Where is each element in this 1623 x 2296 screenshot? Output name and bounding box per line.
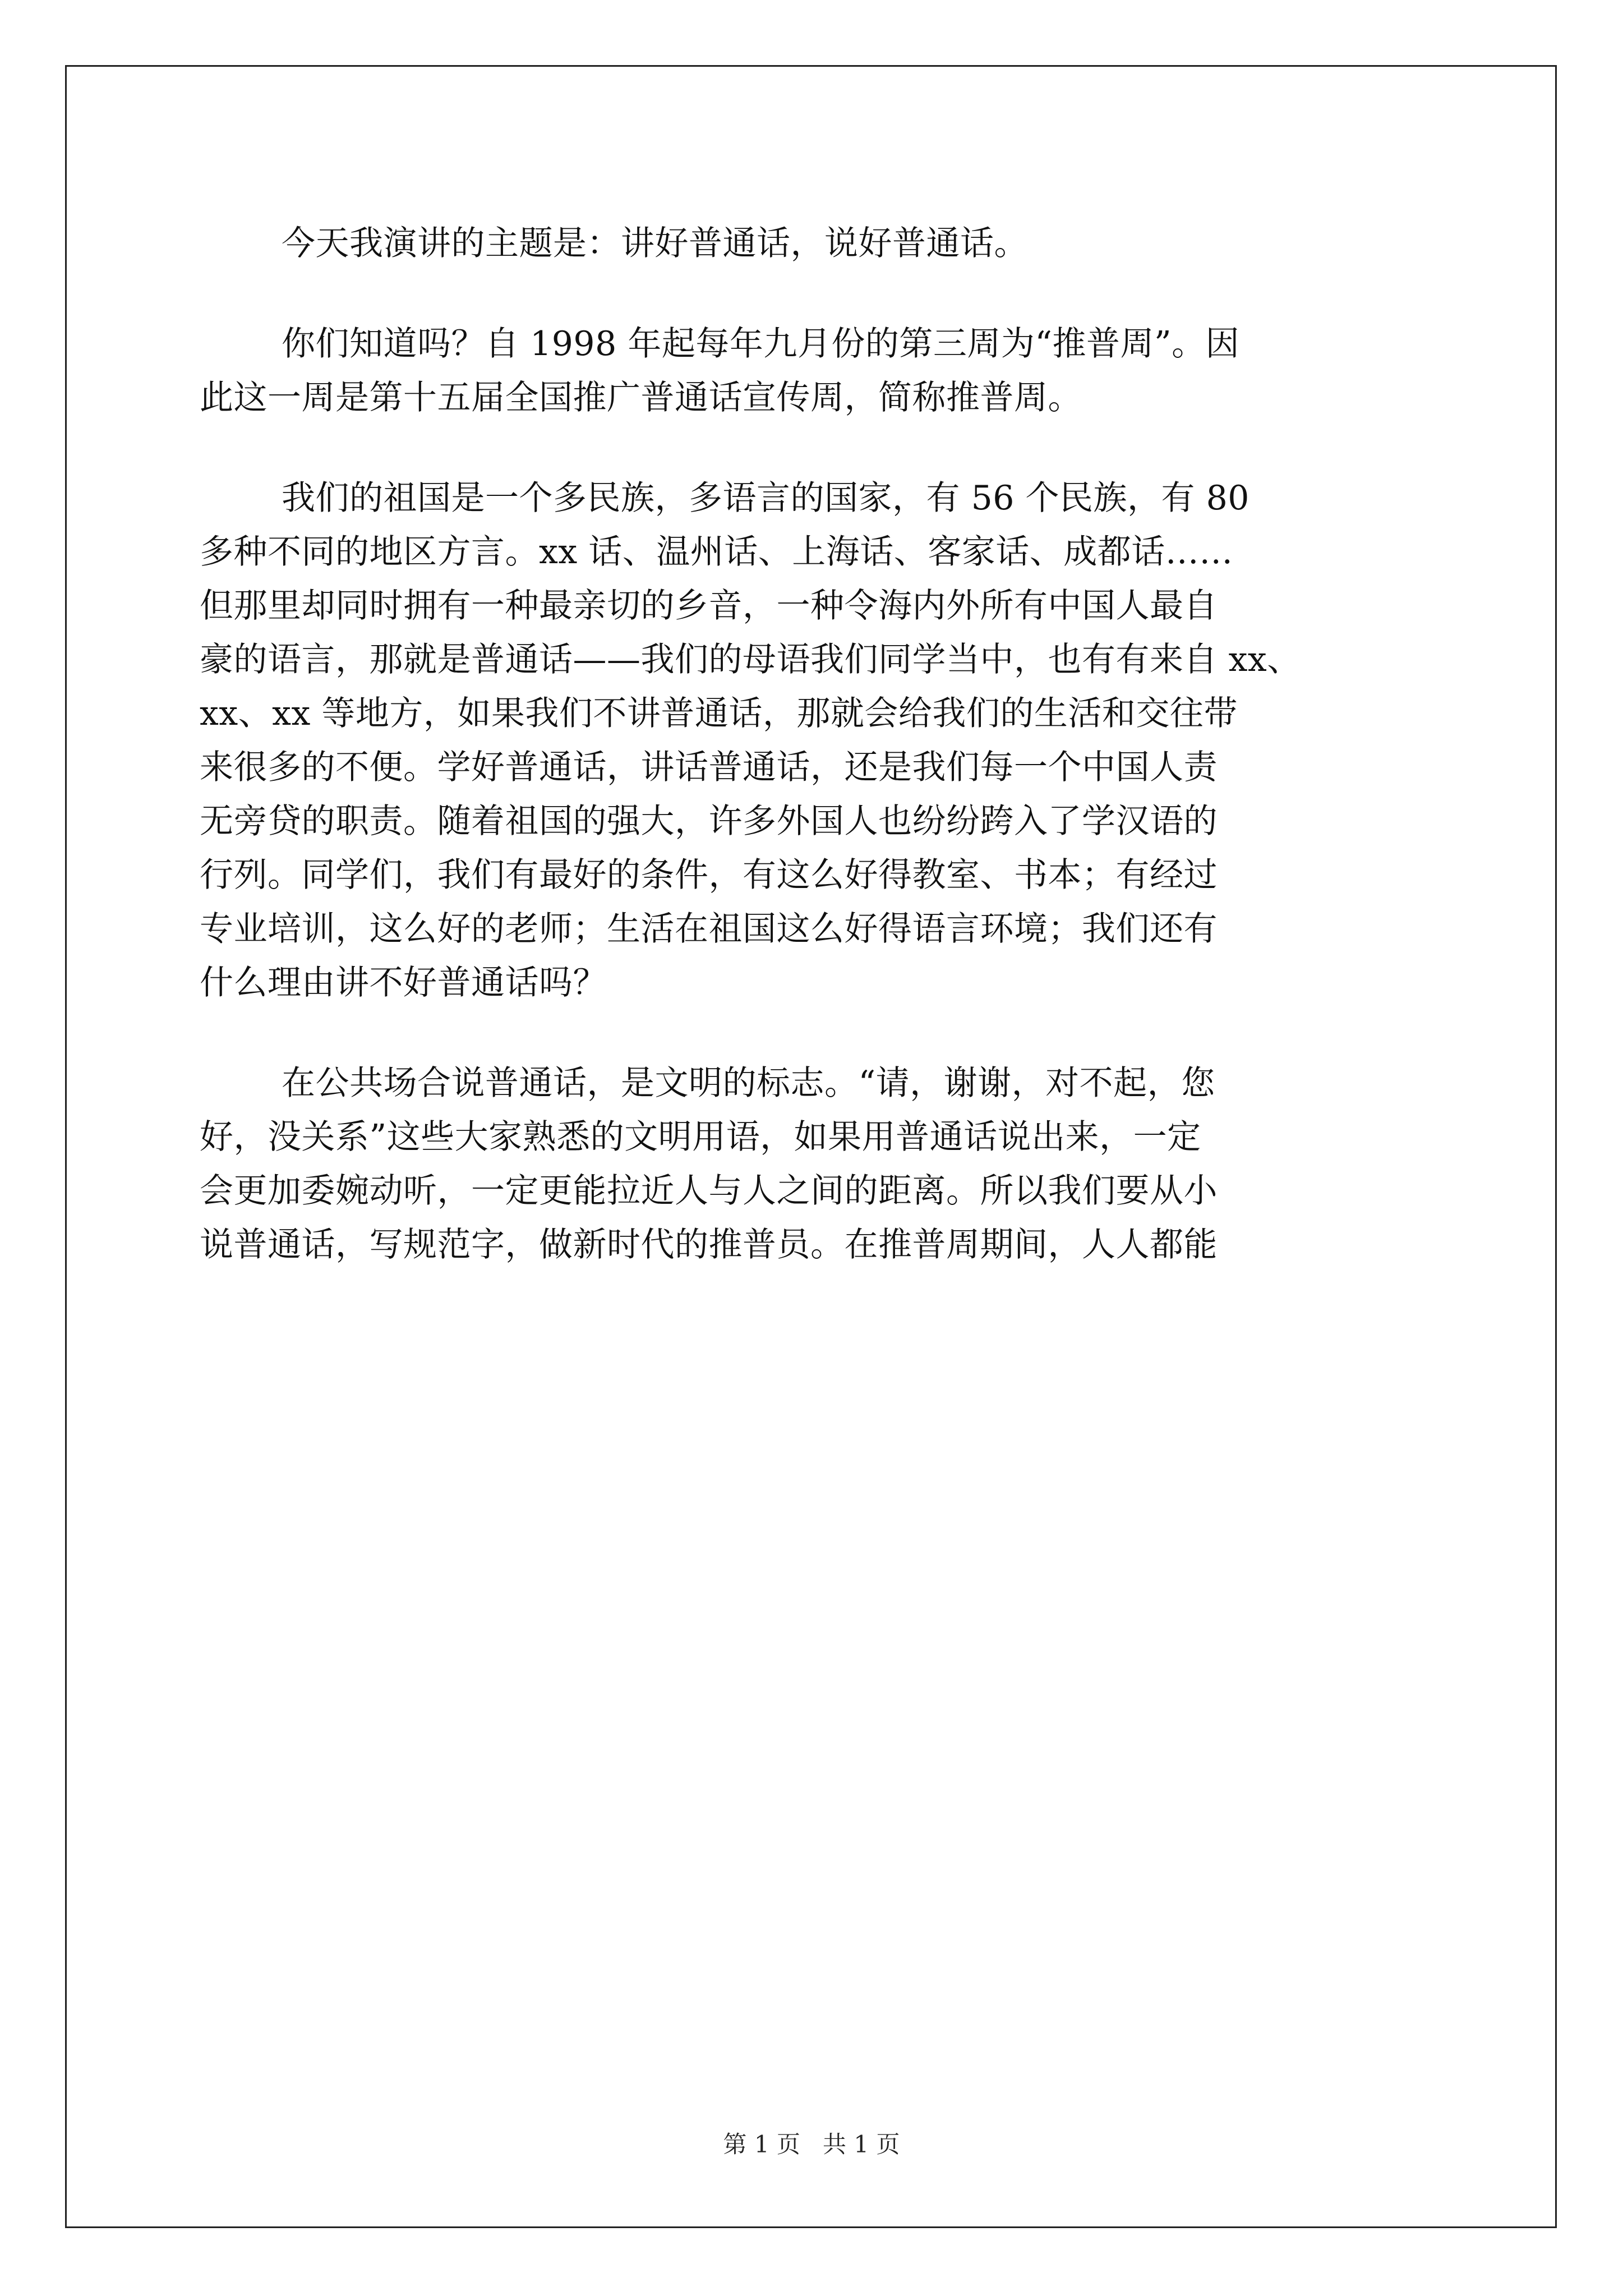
text-line: xx、xx 等地方，如果我们不讲普通话，那就会给我们的生活和交往带: [200, 694, 1238, 733]
text-line: 今天我演讲的主题是：讲好普通话，说好普通话。: [282, 224, 1028, 263]
paragraph: [200, 471, 1426, 1010]
paragraph-gap: [200, 425, 1426, 471]
text-line: 我们的祖国是一个多民族，多语言的国家，有 56 个民族，有 80: [282, 478, 1249, 518]
page-footer: 第 1 页 共 1 页: [723, 2131, 900, 2158]
text-line: 好，没关系”这些大家熟悉的文明用语，如果用普通话说出来，一定: [200, 1117, 1201, 1157]
document-body: [200, 217, 1426, 1272]
text-line: 豪的语言，那就是普通话——我们的母语我们同学当中，也有有来自 xx、: [200, 640, 1301, 679]
text-line: 专业培训，这么好的老师；生活在祖国这么好得语言环境；我们还有: [200, 909, 1218, 949]
paragraph: [200, 317, 1426, 425]
text-line: 行列。同学们，我们有最好的条件，有这么好得教室、书本；有经过: [200, 855, 1218, 895]
text-line: 此这一周是第十五届全国推广普通话宣传周，简称推普周。: [200, 378, 1082, 417]
text-line: 无旁贷的职责。随着祖国的强大，许多外国人也纷纷跨入了学汉语的: [200, 802, 1218, 841]
text-line: 但那里却同时拥有一种最亲切的乡音，一种令海内外所有中国人最自: [200, 586, 1218, 625]
text-line: 说普通话，写规范字，做新时代的推普员。在推普周期间，人人都能: [200, 1225, 1218, 1264]
text-line: 你们知道吗？自 1998 年起每年九月份的第三周为“推普周”。因: [282, 324, 1240, 364]
paragraph-gap: [200, 270, 1426, 317]
text-line: 什么理由讲不好普通话吗？: [200, 963, 607, 1002]
text-line: 多种不同的地区方言。xx 话、温州话、上海话、客家话、成都话……: [200, 532, 1233, 572]
text-line: 会更加委婉动听，一定更能拉近人与人之间的距离。所以我们要从小: [200, 1171, 1218, 1211]
text-line: 在公共场合说普通话，是文明的标志。“请，谢谢，对不起，您: [282, 1064, 1215, 1103]
paragraph-gap: [200, 1010, 1426, 1056]
paragraph: [200, 217, 1426, 270]
paragraph: [200, 1056, 1426, 1272]
text-line: 来很多的不便。学好普通话，讲话普通话，还是我们每一个中国人责: [200, 748, 1218, 787]
